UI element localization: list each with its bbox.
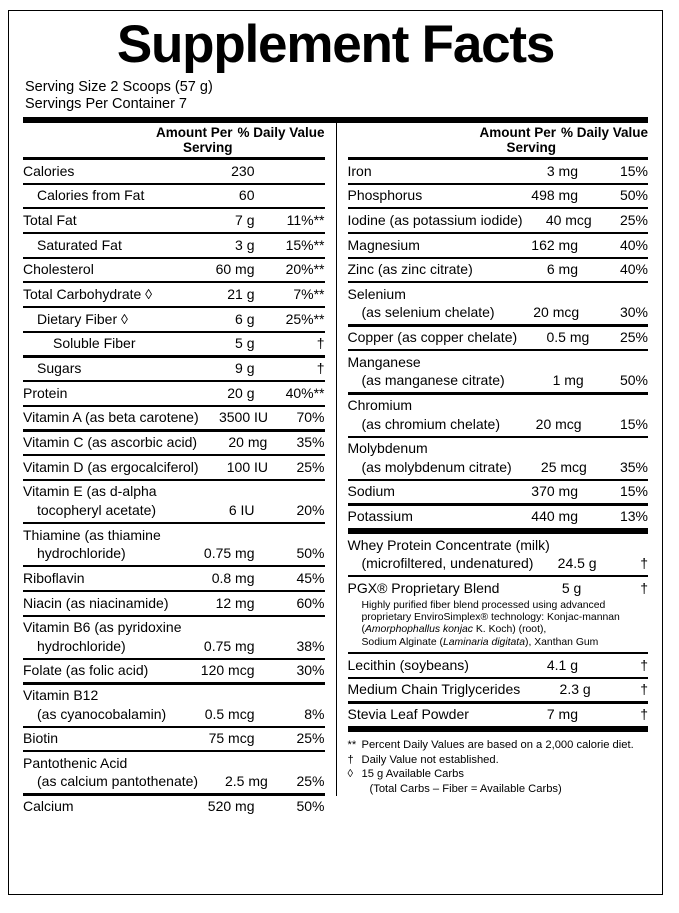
nutrient-name: Calcium	[23, 798, 74, 815]
table-row	[23, 592, 325, 615]
nutrient-amount: 9 g	[235, 360, 255, 376]
table-row	[348, 481, 649, 504]
nutrient-daily-value: 40%	[619, 261, 648, 278]
table-row	[23, 407, 325, 430]
table-row	[348, 654, 649, 677]
table-row	[23, 499, 325, 522]
table-row	[23, 358, 325, 381]
table-row	[348, 704, 649, 727]
nutrient-name: Calories from Fat	[37, 187, 145, 204]
nutrient-amount: 20 g	[227, 384, 255, 401]
right-column	[336, 123, 649, 796]
nutrient-amount: 2.5 mg	[224, 773, 268, 790]
nutrient-daily-value: †	[316, 360, 325, 376]
nutrient-daily-value: †	[640, 555, 648, 572]
nutrient-daily-value: †	[640, 681, 648, 698]
nutrient-daily-value: 38%	[296, 637, 325, 654]
table-row	[23, 567, 325, 590]
nutrient-name-cont: hydrochloride)	[37, 545, 126, 562]
table-row	[23, 660, 325, 683]
table-row	[23, 333, 325, 356]
table-row	[23, 234, 325, 257]
footnote-dagger	[348, 753, 649, 768]
footnote-symbol-dagger: †	[347, 753, 354, 766]
nutrient-name: Iron	[347, 162, 372, 179]
nutrient-name: Sodium	[347, 483, 395, 500]
table-row	[348, 209, 649, 232]
pgx-note-line-3: (Amorphophallus konjac K. Koch) (root),	[361, 624, 547, 636]
table-row	[348, 553, 649, 576]
nutrient-daily-value: 13%	[619, 508, 648, 525]
nutrient-daily-value: †	[640, 706, 648, 722]
nutrient-amount: 3500 IU	[218, 409, 269, 426]
nutrient-daily-value: 15%	[619, 162, 648, 179]
table-row	[348, 506, 649, 529]
nutrient-name: Potassium	[347, 508, 413, 525]
left-nutrient-list	[23, 160, 325, 818]
footnotes	[348, 732, 649, 796]
right-column-header	[348, 123, 649, 157]
nutrient-amount: 0.75 mg	[203, 545, 255, 562]
nutrient-daily-value: 70%	[296, 409, 325, 426]
nutrient-name-cont: (as manganese citrate)	[361, 372, 505, 389]
pgx-note-line-2: proprietary EnviroSimplex® technology: Konjac-mannan	[361, 612, 620, 624]
nutrient-name-cont: (as molybdenum citrate)	[361, 458, 512, 475]
nutrient-amount: 230	[231, 162, 255, 179]
nutrient-daily-value: †	[640, 656, 648, 673]
nutrient-name: Vitamin E (as d-alpha	[23, 483, 157, 500]
nutrient-amount: 6 g	[235, 310, 255, 327]
pgx-note-line-1: Highly purified fiber blend processed using advanced	[361, 599, 606, 611]
nutrient-amount: 498 mg	[531, 187, 578, 204]
nutrient-daily-value: 11%**	[286, 211, 325, 228]
nutrient-name: Vitamin D (as ergocalciferol)	[23, 458, 199, 475]
table-row	[23, 185, 325, 208]
nutrient-amount: 75 mcg	[208, 730, 255, 747]
nutrient-daily-value: 40%	[619, 236, 648, 253]
nutrient-name: Phosphorus	[347, 187, 423, 204]
nutrient-daily-value: 50%	[619, 372, 648, 389]
serving-info	[23, 79, 648, 112]
nutrient-name: Vitamin A (as beta carotene)	[23, 409, 199, 426]
nutrient-name: Cholesterol	[23, 261, 94, 278]
nutrient-amount: 60 mg	[215, 261, 255, 278]
table-row	[348, 577, 649, 600]
nutrient-daily-value: 40%**	[285, 384, 325, 401]
nutrient-name-cont: (microfiltered, undenatured)	[361, 555, 534, 572]
table-row	[348, 413, 649, 436]
nutrient-amount: 20 mcg	[533, 304, 580, 321]
nutrient-name: Chromium	[347, 397, 413, 413]
table-row	[23, 209, 325, 232]
left-column	[23, 123, 336, 818]
table-row	[23, 771, 325, 794]
nutrient-daily-value: 25%	[619, 211, 648, 228]
table-row	[348, 456, 649, 479]
table-row	[23, 635, 325, 658]
nutrient-name: Molybdenum	[347, 440, 428, 457]
serving-size: Serving Size 2 Scoops (57 g)	[25, 79, 213, 95]
table-row	[348, 302, 649, 325]
nutrient-name: Saturated Fat	[37, 236, 122, 253]
nutrient-daily-value: †	[640, 579, 648, 596]
nutrient-daily-value: 25%	[296, 730, 325, 747]
table-row	[23, 259, 325, 282]
nutrient-daily-value: 25%**	[285, 310, 325, 327]
table-row	[348, 234, 649, 257]
nutrient-amount: 0.75 mg	[203, 637, 255, 654]
table-row	[348, 185, 649, 208]
footnote-diamond-text: 15 g Available Carbs	[361, 768, 464, 781]
footnote-symbol-diamond: ◊	[347, 768, 354, 781]
nutrient-name-cont: hydrochloride)	[37, 637, 126, 654]
nutrient-name: Vitamin B12	[23, 687, 99, 704]
nutrient-daily-value: 50%	[296, 545, 325, 562]
nutrient-name: Riboflavin	[23, 569, 85, 586]
nutrient-amount: 12 mg	[215, 594, 255, 611]
nutrient-amount: 20 mcg	[535, 415, 582, 432]
nutrient-amount: 162 mg	[531, 236, 578, 253]
footnote-diamond-sub-text: (Total Carbs – Fiber = Available Carbs)	[369, 782, 562, 795]
nutrient-name: Copper (as copper chelate)	[347, 329, 518, 346]
nutrition-columns	[23, 123, 648, 818]
nutrient-amount: 24.5 g	[557, 555, 597, 572]
nutrient-amount: 7 g	[235, 211, 255, 228]
nutrient-daily-value: 15%	[619, 483, 648, 500]
nutrient-name: Iodine (as potassium iodide)	[347, 211, 523, 228]
nutrient-daily-value: 20%	[296, 501, 325, 518]
header-amount-per-serving-right: Amount Per Serving	[479, 125, 556, 155]
table-row	[348, 370, 649, 393]
nutrient-daily-value: 20%**	[285, 261, 325, 278]
nutrient-name: Soluble Fiber	[53, 335, 136, 352]
table-row	[23, 456, 325, 479]
nutrient-name: Vitamin C (as ascorbic acid)	[23, 434, 198, 451]
table-row	[348, 160, 649, 183]
footnote-percent-dv	[348, 738, 649, 753]
nutrient-amount: 520 mg	[207, 798, 255, 815]
nutrient-amount: 25 mcg	[540, 458, 587, 475]
table-row	[348, 679, 649, 702]
nutrient-daily-value: 25%	[619, 329, 648, 346]
header-daily-value-right: % Daily Value	[560, 125, 648, 140]
table-row	[23, 283, 325, 306]
footnote-symbol-asterisk: **	[347, 739, 357, 751]
nutrient-amount: 60	[238, 187, 255, 204]
nutrient-name: Niacin (as niacinamide)	[23, 594, 169, 611]
nutrient-daily-value: 60%	[296, 594, 325, 611]
nutrient-amount: 5 g	[561, 579, 582, 596]
nutrient-name: Dietary Fiber ◊	[37, 310, 128, 327]
footnote-diamond	[348, 767, 649, 782]
table-row	[23, 308, 325, 331]
nutrient-name: Total Fat	[23, 211, 77, 228]
nutrient-amount: 40 mcg	[545, 211, 592, 228]
table-row	[23, 160, 325, 183]
nutrient-daily-value: 15%	[619, 415, 648, 432]
table-row	[348, 259, 649, 282]
nutrient-daily-value: 50%	[619, 187, 648, 204]
nutrient-amount: 3 mg	[546, 162, 578, 179]
table-row	[23, 543, 325, 566]
supplement-facts-label	[8, 10, 663, 895]
table-row	[23, 432, 325, 455]
nutrient-name: Total Carbohydrate ◊	[23, 285, 153, 302]
nutrient-daily-value: 30%	[296, 662, 325, 679]
nutrient-name: Folate (as folic acid)	[23, 662, 149, 679]
pgx-note-line-4: Sodium Alginate (Laminaria digitata), Xanthan Gum	[361, 636, 599, 648]
nutrient-amount: 440 mg	[531, 508, 578, 525]
nutrient-amount: 1 mg	[552, 372, 584, 389]
header-amount-per-serving: Amount Per Serving	[155, 125, 233, 155]
nutrient-amount: 0.5 mg	[546, 329, 590, 346]
nutrient-name: PGX® Proprietary Blend	[347, 579, 500, 596]
nutrient-amount: 6 IU	[228, 501, 255, 518]
nutrient-daily-value: 35%	[296, 434, 325, 451]
nutrient-name: Biotin	[23, 730, 59, 747]
nutrient-amount: 370 mg	[531, 483, 578, 500]
nutrient-amount: 20 mg	[228, 434, 268, 451]
nutrient-daily-value: 25%	[296, 773, 325, 790]
nutrient-name: Lecithin (soybeans)	[347, 656, 469, 673]
nutrient-name: Zinc (as zinc citrate)	[347, 261, 473, 278]
servings-per-container: Servings Per Container 7	[25, 95, 187, 112]
nutrient-daily-value: 50%	[296, 798, 325, 815]
footnote-dagger-text: Daily Value not established.	[361, 753, 499, 766]
nutrient-daily-value: 45%	[296, 569, 325, 586]
ingredient-blend-list	[348, 534, 649, 726]
nutrient-amount: 0.8 mg	[211, 569, 255, 586]
nutrient-amount: 100 IU	[226, 458, 268, 475]
nutrient-amount: 0.5 mcg	[204, 705, 255, 722]
nutrient-daily-value: 35%	[619, 458, 648, 475]
nutrient-name: Manganese	[347, 353, 421, 370]
pgx-blend-description	[348, 600, 649, 652]
table-row	[23, 382, 325, 405]
nutrient-amount: 2.3 g	[559, 681, 591, 698]
nutrient-name-cont: (as chromium chelate)	[361, 415, 500, 432]
footnote-percent-dv-text: Percent Daily Values are based on a 2,000 calorie diet.	[361, 739, 634, 751]
nutrient-amount: 5 g	[235, 335, 255, 352]
nutrient-amount: 4.1 g	[546, 656, 578, 673]
nutrient-name: Medium Chain Triglycerides	[347, 681, 521, 698]
nutrient-name: Magnesium	[347, 236, 420, 253]
nutrient-name: Thiamine (as thiamine	[23, 526, 161, 543]
nutrient-daily-value: 15%**	[285, 236, 325, 253]
nutrient-amount: 6 mg	[546, 261, 578, 278]
nutrient-name-cont: (as calcium pantothenate)	[37, 773, 199, 790]
nutrient-daily-value: 7%**	[293, 285, 325, 302]
nutrient-daily-value: 25%	[296, 458, 325, 475]
nutrient-name: Vitamin B6 (as pyridoxine	[23, 619, 182, 636]
nutrient-name: Selenium	[347, 285, 406, 302]
nutrient-amount: 120 mcg	[200, 662, 255, 679]
nutrient-name: Whey Protein Concentrate (milk)	[347, 536, 550, 553]
nutrient-name-cont: (as cyanocobalamin)	[37, 705, 167, 722]
nutrient-name: Calories	[23, 162, 75, 179]
nutrient-name: Sugars	[37, 360, 82, 376]
nutrient-daily-value: 30%	[619, 304, 648, 321]
right-nutrient-list	[348, 160, 649, 528]
left-column-header	[23, 123, 325, 157]
nutrient-daily-value: †	[316, 335, 325, 352]
nutrient-name: Stevia Leaf Powder	[347, 706, 469, 722]
nutrient-amount: 7 mg	[546, 706, 578, 722]
footnote-diamond-sub	[348, 782, 649, 797]
nutrient-amount: 3 g	[235, 236, 255, 253]
table-row	[23, 728, 325, 751]
header-daily-value: % Daily Value	[237, 125, 325, 140]
nutrient-name: Protein	[23, 384, 68, 401]
page-title: Supplement Facts	[116, 15, 555, 74]
nutrient-name-cont: (as selenium chelate)	[361, 304, 495, 321]
table-row	[348, 327, 649, 350]
nutrient-daily-value: 8%	[304, 705, 325, 722]
nutrient-name-cont: tocopheryl acetate)	[37, 501, 157, 518]
nutrient-amount: 21 g	[227, 285, 255, 302]
nutrient-name: Pantothenic Acid	[23, 754, 128, 771]
table-row	[23, 796, 325, 819]
table-row	[23, 703, 325, 726]
